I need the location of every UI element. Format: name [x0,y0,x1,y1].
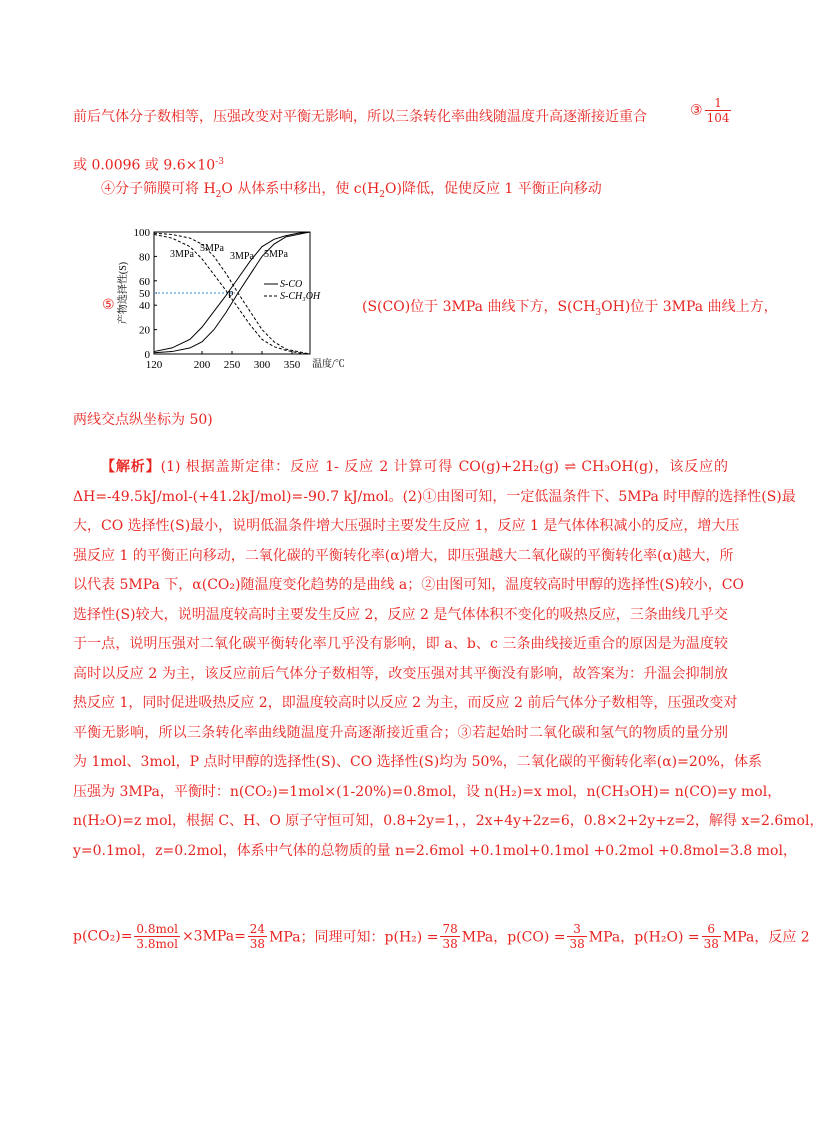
chart-note-cont: 两线交点纵坐标为 50) [73,412,213,428]
y-tick-label: 40 [139,300,150,313]
text-line-3: ④分子筛膜可将 $H_2O$ 从体系中移出，使 $c(H_2O)$降低，促使反应 1 平衡正向移动 [101,181,602,200]
x-tick-label: 250 [223,359,241,371]
para-line-10: 为 1mol、3mol，P 点时甲醇的选择性(S)、CO 选择性(S)均为 50%，二氧化碳的平衡转化率(α)=20%，体系 [73,754,762,770]
legend-label-1: S-CH₃OH [280,291,321,302]
jiexi-label: 【解析】 [101,459,161,475]
curve-label-0: 3MPa [170,249,194,260]
para-line-12: n(H₂O)=z mol，根据 C、H、O 原子守恒可知，0.8+2y=1，，2x+4y+2z=6，0.8×2+2y+z=2，解得 x=2.6mol， [73,813,823,829]
fraction-1-104: $\frac{1}{104}$ [706,96,730,125]
y-tick-label: 80 [139,251,150,264]
y-tick-label: 100 [133,227,150,239]
x-axis-label: 温度/℃ [312,359,345,370]
x-tick-label: 300 [253,359,271,371]
para-line-4: 以代表 5MPa 下，α(CO₂)随温度变化趋势的是曲线 a；②由图可知，温度较高时甲醇的选择性(S)较小，CO [73,577,744,593]
para-line-13: y=0.1mol，z=0.2mol，体系中气体的总物质的量 n=2.6mol +0.1mol+0.1mol +0.2mol +0.8mol=3.8 mol， [73,842,797,859]
para-line-9: 平衡无影响，所以三条转化率曲线随温度升高逐渐接近重合；③若起始时二氧化碳和氢气的物质的量分别 [73,724,728,741]
y-tick-label: 60 [139,275,150,288]
fraction-3-38: $\frac{3}{38}$ [569,922,585,951]
fraction-78-38: $\frac{78}{38}$ [442,922,458,951]
analysis-paragraph [73,453,823,866]
fraction-0.8-3.8: $\frac{\text{0.8mol}}{\text{3.8mol}}$ [136,922,178,951]
x-tick-label: 120 [145,359,163,371]
answer-3: ③ $\frac{1}{104}$ [690,96,730,125]
para-line-1: ΔH=-49.5kJ/mol-(+41.2kJ/mol)=-90.7 kJ/mol。(2)①由图可知，一定低温条件下、5MPa 时甲醇的选择性(S)最 [73,488,796,505]
fraction-24-38: $\frac{24}{38}$ [249,922,266,951]
para-line-7: 高时以反应 2 为主，该反应前后气体分子数相等，改变压强对其平衡没有影响，故答案为：升温会抑制放 [73,665,728,682]
para-line-11: 压强为 3MPa，平衡时：n(CO₂)=1mol×(1-20%)=0.8mol，设 n(H₂)=x mol，n(CH₃OH)= n(CO)=y mol， [73,783,782,800]
y-tick-label: 20 [139,324,150,337]
para-line-2: 大，CO 选择性(S)最小，说明低温条件增大压强时主要发生反应 1，反应 1 是气体体积减小的反应，增大压 [73,518,740,534]
curve-label-1: 5MPa [200,243,224,254]
circ5-label: ⑤ [102,297,115,313]
text-line-2: 或 0.0096 或 $9.6\times 10^{-3}$ [73,157,224,174]
chart-note: (S(CO)位于 3MPa 曲线下方，$S(CH_3OH)$位于 3MPa 曲线上方， [362,299,778,318]
curve-label-2: 3MPa [230,251,254,262]
y-axis-label: 产物选择性(S) [118,261,129,325]
x-tick-label: 200 [193,359,211,371]
fraction-6-38: $\frac{6}{38}$ [703,922,719,951]
para-line-6: 于一点，说明压强对二氧化碳平衡转化率几乎没有影响，即 a、b、c 三条曲线接近重合的原因是为温度较 [73,636,728,652]
x-tick-label: 350 [283,359,301,371]
para-line-5: 选择性(S)较大，说明温度较高时主要发生反应 2，反应 2 是气体体积不变化的吸热反应，三条曲线几乎交 [73,606,728,623]
selectivity-chart [118,222,368,372]
legend-label-0: S-CO [280,279,303,290]
curve-label-4: P [228,290,234,301]
y-tick-label: 0 [144,349,150,361]
para-line-8: 热反应 1，同时促进吸热反应 2，即温度较高时以反应 2 为主，而反应 2 前后气体分子数相等，压强改变对 [73,695,738,711]
para-line-0: 【解析】(1) 根据盖斯定律：反应 1- 反应 2 计算可得 CO(g)+2H₂(g) ⇌ CH₃OH(g)，该反应的 [101,459,729,475]
text-line-1 [73,108,647,126]
curve-label-3: 5MPa [264,249,288,260]
para-line-3: 强反应 1 的平衡正向移动，二氧化碳的平衡转化率(α)增大，即压强越大二氧化碳的平衡转化率(α)越大，所 [73,547,734,564]
line1-text: 前后气体分子数相等，压强改变对平衡无影响，所以三条转化率曲线随温度升高逐渐接近重合 [73,109,647,125]
formula-line: p(CO₂)= $\frac{\text{0.8mol}}{\text{3.8mol}}$ ×3MPa= $\frac{24}{38}$ MPa；同理可知：p(H₂) = $\frac{78}{38}$ MPa，p(CO) = $\frac{3}{38}$ MPa，p(H₂O) = $\frac{6}{38}$ MPa，反应 2 [73,922,810,951]
y-tick-label: 50 [139,288,150,300]
